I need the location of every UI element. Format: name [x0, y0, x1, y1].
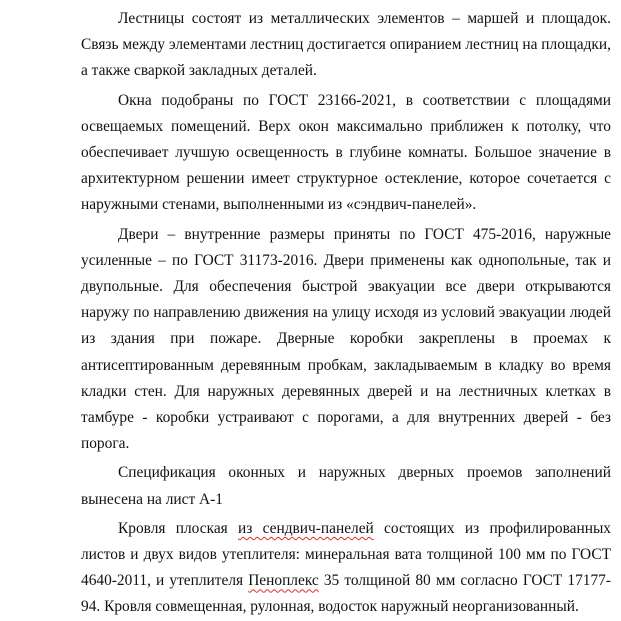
paragraph-specification [81, 460, 611, 512]
spelling-error-word[interactable]: Пеноплекс [248, 572, 319, 590]
paragraph-windows [81, 88, 611, 219]
paragraph-text: состоящих из профилированных листов и двух видов утеплителя: минеральная вата толщиной 100 мм по ГОСТ 4640-2011, и утеплителя [81, 519, 611, 590]
paragraph-text: Окна подобраны по ГОСТ 23166-2021, в соответствии с площадями освещаемых помещений. Верх окон максимально приближен к потолку, что обеспечивает лучшую освещенность в глубине комнаты. Большое значение в архитектурном решении имеет структурное остекление, которое сочетается с наружными стенами, выполненными из «сэндвич-панелей». [81, 91, 611, 214]
paragraph-text: Кровля плоская [118, 519, 239, 537]
paragraph-text: Спецификация оконных и наружных дверных проемов заполнений вынесена на лист А-1 [81, 464, 611, 508]
paragraph-text: Лестницы состоят из металлических элементов – маршей и площадок. Связь между элементами лестниц достигается опиранием лестниц на площадки, а также сваркой закладных деталей. [81, 10, 611, 80]
paragraph-doors [81, 222, 611, 458]
paragraph-text: 35 толщиной 80 мм согласно ГОСТ 17177-94. Кровля совмещенная, рулонная, водосток наружный неорганизованный. [81, 572, 611, 616]
paragraph-stairs [81, 6, 611, 85]
paragraph-text: Двери – внутренние размеры приняты по ГОСТ 475-2016, наружные усиленные – по ГОСТ 31173-2016. Двери применены как однопольные, так и двупольные. Для обеспечения быстрой эвакуации все двери открываются наружу по направлению движения на улицу исходя из условий эвакуации людей из здания при пожаре. Дверные коробки закреплены в проемах к антисептированным деревянным пробкам, закладываемым в кладку во время кладки стен. Для наружных деревянных дверей и на лестничных клетках в тамбуре - коробки устраивают с порогами, а для внутренних дверей - без порога. [81, 225, 611, 453]
spelling-error-phrase[interactable]: из сендвич-панелей [238, 519, 374, 537]
paragraph-roof [81, 516, 611, 621]
